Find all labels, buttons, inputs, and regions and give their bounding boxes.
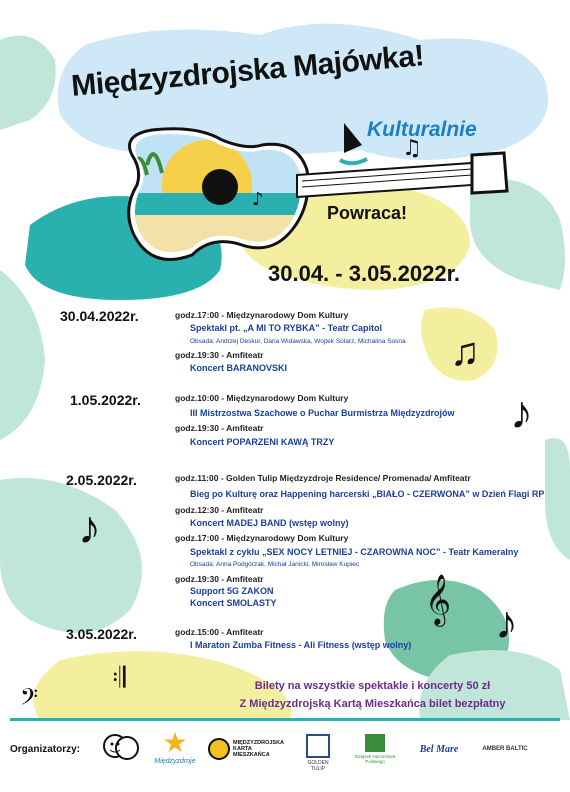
- event-cast: Obsada: Andrzej Deskur, Daria Widawska, Wojtek Solarz, Michalina Sosna: [190, 338, 406, 345]
- page-title: Międzyzdrojska Majówka!: [70, 39, 426, 103]
- theater-masks-icon: [100, 728, 142, 776]
- page-subtitle: Kulturalnie: [367, 118, 477, 141]
- logo-text: Międzyzdroje: [154, 758, 196, 765]
- karta-mieszkanca-logo-icon: [208, 728, 288, 776]
- organizers-label: Organizatorzy:: [10, 744, 81, 755]
- event-title: Spektakl pt. „A MI TO RYBKA” - Teatr Capitol: [190, 323, 383, 333]
- event-meta: godz.11:00 - Golden Tulip Międzyzdroje Residence/ Promenada/ Amfiteatr: [175, 473, 471, 483]
- svg-text:♪: ♪: [252, 189, 264, 210]
- event-title: I Maraton Zumba Fitness - Ali Fitness (wstęp wolny): [190, 640, 412, 650]
- event-meta: godz.17:00 - Międzynarodowy Dom Kultury: [175, 533, 349, 543]
- event-meta: godz.19:30 - Amfiteatr: [175, 574, 264, 584]
- scouts-logo-icon: [350, 728, 400, 776]
- logo-text: Bel Mare: [419, 744, 459, 755]
- tickets-price: Bilety na wszystkie spektakle i koncerty 50 zł: [254, 680, 491, 692]
- event-cast: Obsada: Anna Podgórzak, Michał Janicki, Mirosław Kupiec: [190, 561, 360, 568]
- event-title: Spektakl z cyklu „SEX NOCY LETNIEJ - CZAROWNA NOC” - Teatr Kameralny: [190, 547, 519, 557]
- eighth-note-icon: ♪: [510, 386, 533, 438]
- music-note-icon: ♫: [450, 330, 480, 374]
- event-title: Koncert MADEJ BAND (wstęp wolny): [190, 518, 349, 528]
- tagline: Powraca!: [327, 203, 408, 223]
- bass-clef-icon: 𝄢: [20, 684, 39, 715]
- event-meta: godz.19:30 - Amfiteatr: [175, 350, 264, 360]
- event-title: III Mistrzostwa Szachowe o Puchar Burmistrza Międzyzdrojów: [190, 408, 455, 418]
- event-title: Koncert BARANOVSKI: [190, 363, 288, 373]
- event-meta: godz.12:30 - Amfiteatr: [175, 505, 264, 515]
- amber-baltic-logo-icon: [476, 728, 534, 776]
- tickets-free: Z Międzyzdrojską Kartą Mieszkańca bilet bezpłatny: [239, 698, 506, 710]
- logo-text: AMBER BALTIC: [482, 746, 528, 752]
- logo-text: GOLDEN TULIP: [307, 760, 329, 772]
- event-title: Koncert POPARZENI KAWĄ TRZY: [190, 437, 335, 447]
- event-meta: godz.10:00 - Międzynarodowy Dom Kultury: [175, 393, 349, 403]
- event-title: Koncert SMOLASTY: [190, 598, 277, 608]
- eighth-note-icon: ♪: [495, 596, 518, 648]
- date-range: 30.04. - 3.05.2022r.: [268, 261, 461, 286]
- day-date: 1.05.2022r.: [70, 392, 141, 408]
- day-date: 3.05.2022r.: [66, 626, 137, 642]
- event-title: Support 5G ZAKON: [190, 586, 274, 596]
- eighth-note-icon: ♪: [78, 501, 101, 553]
- logo-text: MIĘDZYZDROJSKA KARTA MIESZKAŃCA: [233, 740, 284, 758]
- logo-text: Związek Harcerstwa Polskiego: [354, 754, 396, 764]
- event-meta: godz.17:00 - Międzynarodowy Dom Kultury: [175, 310, 349, 320]
- golden-tulip-logo-icon: [300, 728, 336, 776]
- event-title: Bieg po Kulturę oraz Happening harcerski „BIAŁO - CZERWONA” w Dzień Flagi RP: [190, 489, 545, 499]
- day-date: 30.04.2022r.: [60, 308, 139, 324]
- divider: [10, 718, 560, 721]
- day-date: 2.05.2022r.: [66, 472, 137, 488]
- repeat-sign-icon: 𝄇: [112, 662, 126, 693]
- belmare-logo-icon: [414, 728, 464, 776]
- svg-text:♫: ♫: [402, 136, 422, 161]
- event-meta: godz.15:00 - Amfiteatr: [175, 627, 264, 637]
- star-logo-icon: ★ Międzyzdroje: [152, 728, 198, 776]
- event-meta: godz.19:30 - Amfiteatr: [175, 423, 264, 433]
- treble-clef-icon: 𝄞: [425, 575, 452, 624]
